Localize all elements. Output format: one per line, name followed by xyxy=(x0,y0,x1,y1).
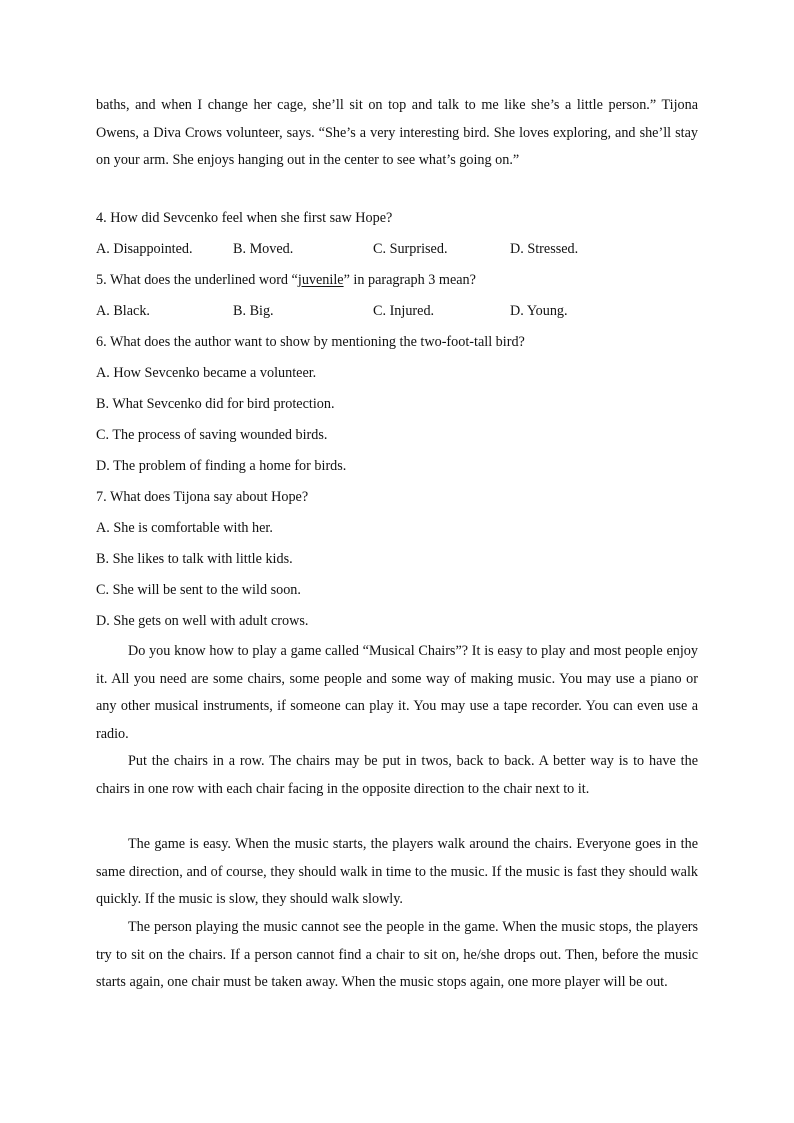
option-c[interactable]: C. Surprised. xyxy=(373,241,448,257)
passage-b-paragraph-2: Put the chairs in a row. The chairs may be put in twos, back to back. A better way is to have the chairs in one row with each chair facing in the opposite direction to the chair next to it. xyxy=(96,753,698,797)
passage-a-tail: baths, and when I change her cage, she’ll sit on top and talk to me like she’s a little person.” Tijona Owens, a Diva Crows volunteer, says. “She’s a very interesting bird. She loves exploring, and she’ll stay on your arm. She enjoys hanging out in the center to see what’s going on.” xyxy=(96,97,698,169)
question-text: What does the author want to show by mentioning the two-foot-tall bird? xyxy=(109,334,525,350)
question-7 xyxy=(96,485,698,509)
question-number: 6. xyxy=(96,334,107,350)
question-6-option-b[interactable]: B. What Sevcenko did for bird protection. xyxy=(96,396,335,412)
option-b[interactable]: B. Moved. xyxy=(233,241,294,257)
option-d[interactable]: D. Stressed. xyxy=(510,241,579,257)
passage-b-paragraph-1: Do you know how to play a game called “Musical Chairs”? It is easy to play and most people enjoy it. All you need are some chairs, some people and some way of making music. You may use a piano or any other musical instruments, if someone can play it. You may use a tape recorder. You can even use a radio. xyxy=(96,643,698,742)
question-7-option-a[interactable]: A. She is comfortable with her. xyxy=(96,520,273,536)
option-b[interactable]: B. Big. xyxy=(233,303,274,319)
question-text-before: What does the underlined word “ xyxy=(109,272,298,288)
question-7-option-d[interactable]: D. She gets on well with adult crows. xyxy=(96,613,309,629)
question-5-options xyxy=(96,299,698,323)
option-d[interactable]: D. Young. xyxy=(510,303,568,319)
question-number: 4. xyxy=(96,210,107,226)
question-7-option-c[interactable]: C. She will be sent to the wild soon. xyxy=(96,582,301,598)
question-6 xyxy=(96,330,698,354)
question-text-after: ” in paragraph 3 mean? xyxy=(343,272,476,288)
question-6-option-a[interactable]: A. How Sevcenko became a volunteer. xyxy=(96,365,317,381)
question-4-options xyxy=(96,237,698,261)
question-4 xyxy=(96,206,698,230)
option-a[interactable]: A. Black. xyxy=(96,303,150,319)
question-number: 5. xyxy=(96,272,107,288)
underlined-word: juvenile xyxy=(297,272,344,288)
option-a[interactable]: A. Disappointed. xyxy=(96,241,193,257)
question-5 xyxy=(96,268,698,292)
passage-b-paragraph-4: The person playing the music cannot see the people in the game. When the music stops, the players try to sit on the chairs. If a person cannot find a chair to sit on, he/she drops out. Then, before the music starts again, one chair must be taken away. When the music stops again, one more player will be out. xyxy=(96,919,698,991)
option-c[interactable]: C. Injured. xyxy=(373,303,435,319)
question-6-option-d[interactable]: D. The problem of finding a home for birds. xyxy=(96,458,347,474)
question-text: What does Tijona say about Hope? xyxy=(109,489,309,505)
question-text: How did Sevcenko feel when she first saw Hope? xyxy=(110,210,393,226)
question-number: 7. xyxy=(96,489,107,505)
passage-b-paragraph-3: The game is easy. When the music starts, the players walk around the chairs. Everyone goes in the same direction, and of course, they should walk in time to the music. If the music is fast they should walk quickly. If the music is slow, they should walk slowly. xyxy=(96,836,698,908)
question-7-option-b[interactable]: B. She likes to talk with little kids. xyxy=(96,551,293,567)
question-6-option-c[interactable]: C. The process of saving wounded birds. xyxy=(96,427,328,443)
